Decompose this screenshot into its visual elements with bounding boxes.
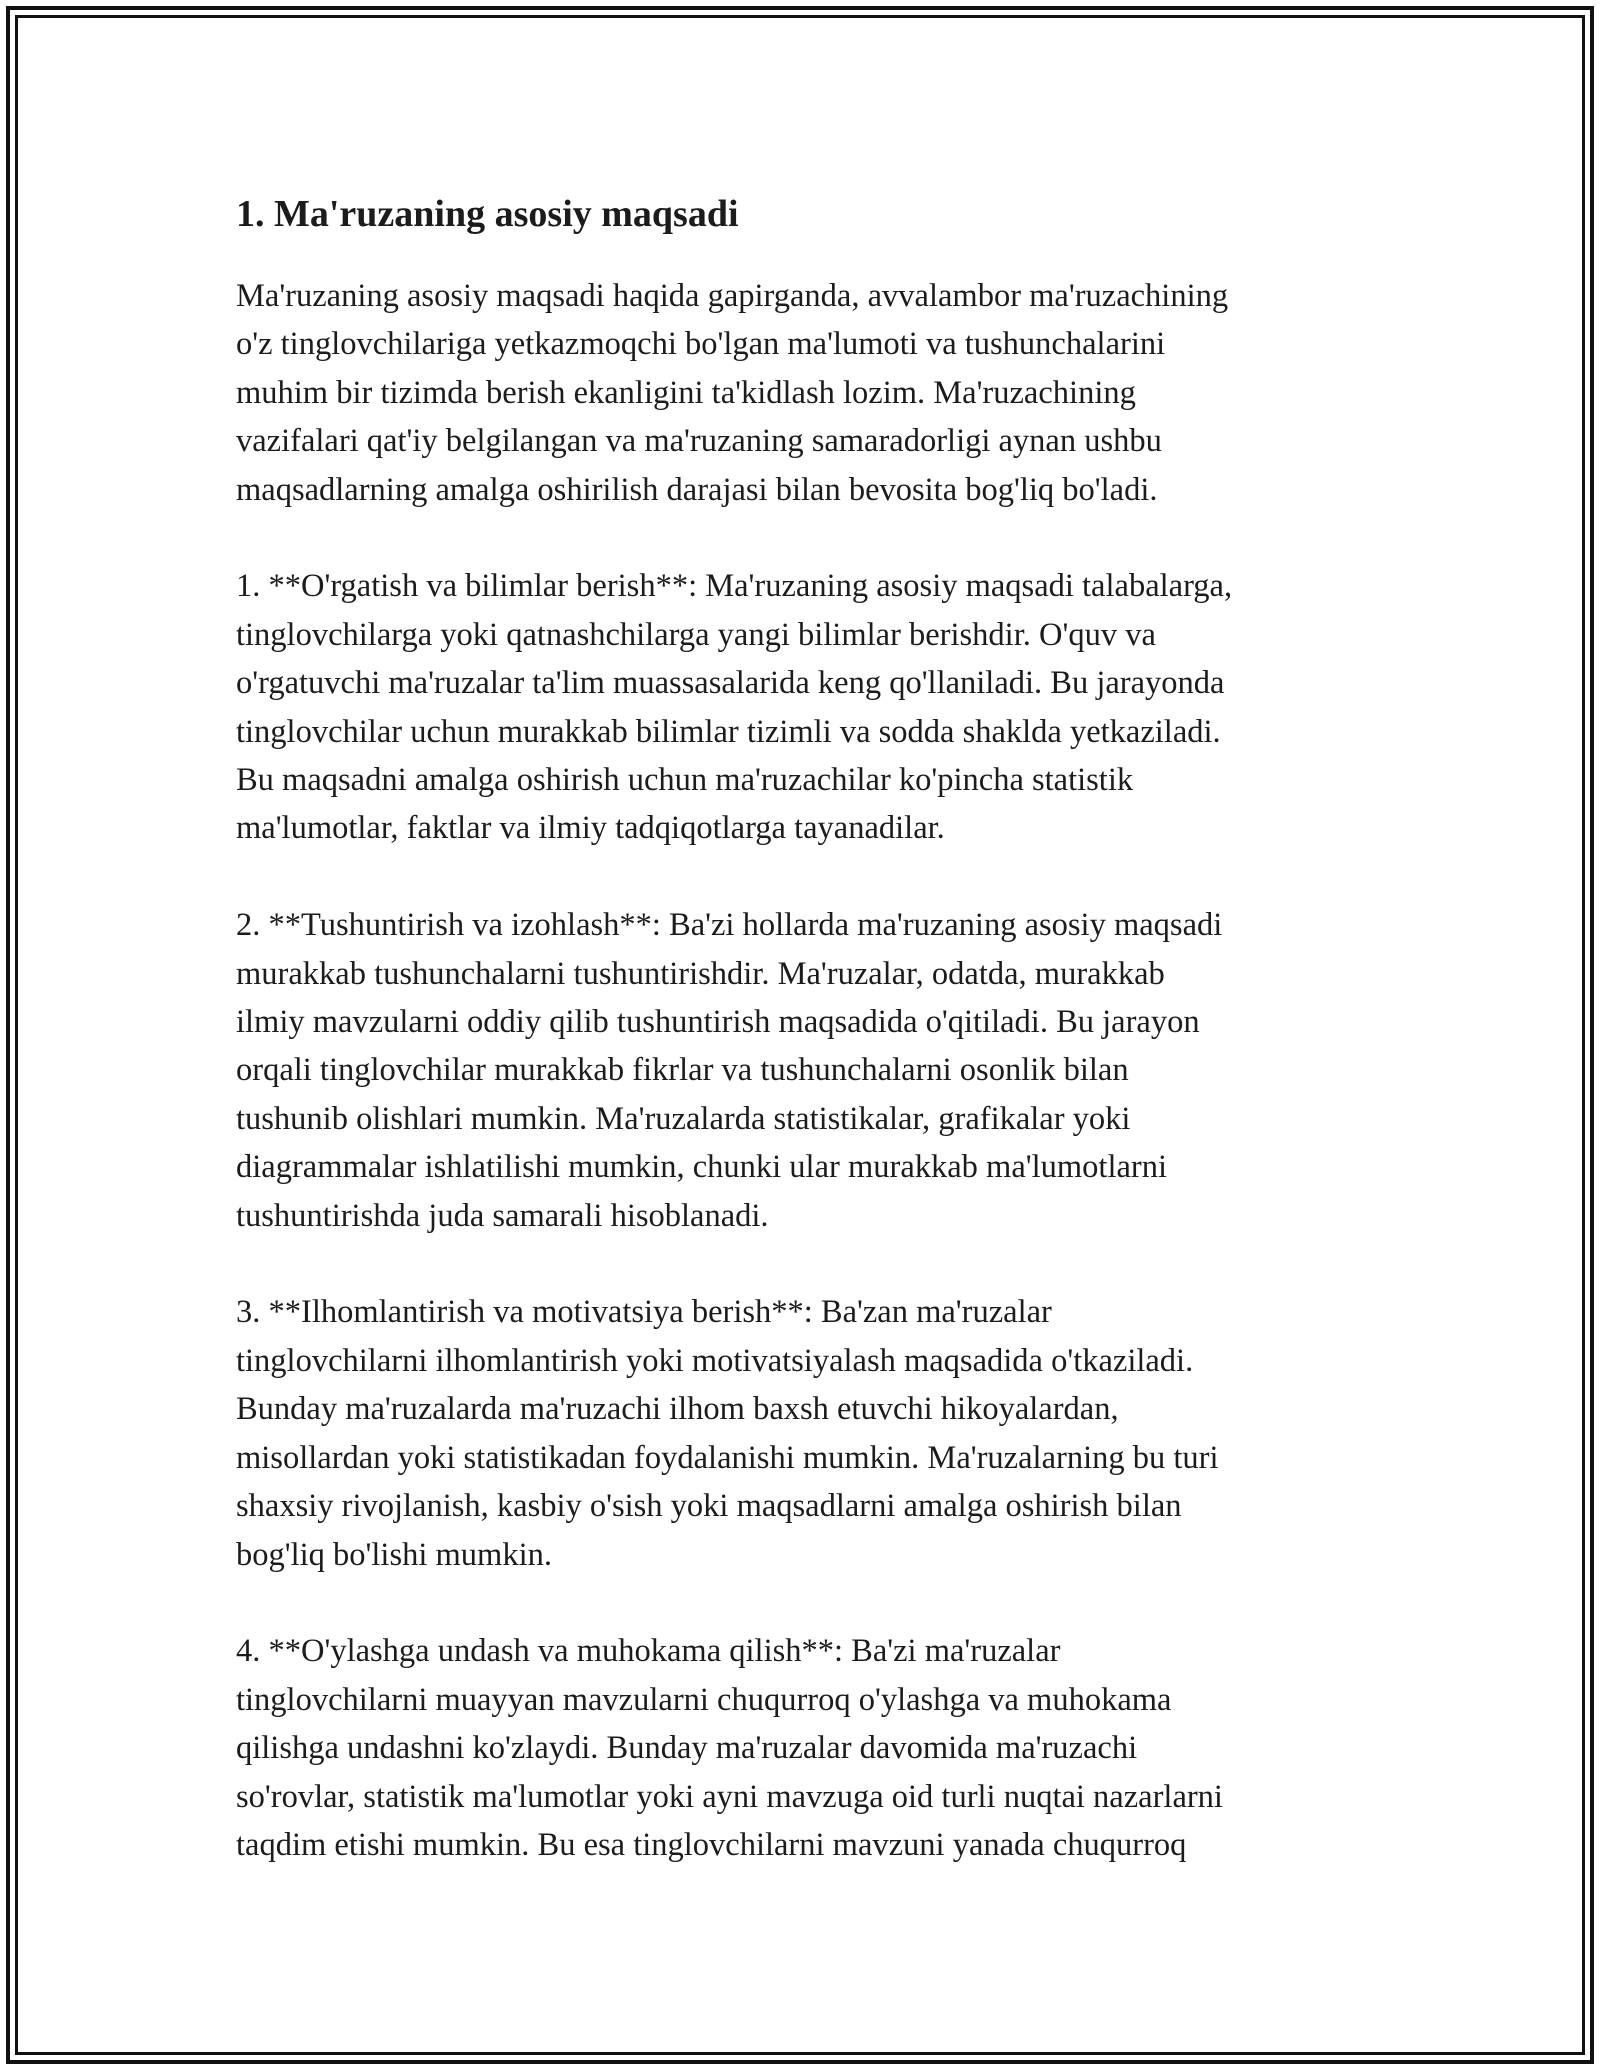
text-line: ilmiy mavzularni oddiy qilib tushuntirish maqsadida o'qitiladi. Bu jarayon (236, 1004, 1200, 1041)
text-line: shaxsiy rivojlanish, kasbiy o'sish yoki maqsadlarni amalga oshirish bilan (236, 1488, 1182, 1525)
text-line: tushunib olishlari mumkin. Ma'ruzalarda statistikalar, grafikalar yoki (236, 1100, 1131, 1137)
text-line: murakkab tushunchalarni tushuntirishdir. Ma'ruzalar, odatda, murakkab (236, 955, 1165, 992)
text-line: orqali tinglovchilar murakkab fikrlar va tushunchalarni osonlik bilan (236, 1052, 1129, 1089)
text-line: ma'lumotlar, faktlar va ilmiy tadqiqotlarga tayanadilar. (236, 810, 945, 847)
text-line: qilishga undashni ko'zlaydi. Bunday ma'ruzalar davomida ma'ruzachi (236, 1730, 1138, 1767)
text-line: tinglovchilar uchun murakkab bilimlar tizimli va sodda shaklda yetkaziladi. (236, 713, 1221, 750)
document-body (236, 186, 1386, 1918)
text-line: 2. **Tushuntirish va izohlash**: Ba'zi hollarda ma'ruzaning asosiy maqsadi (236, 907, 1223, 944)
text-line: tinglovchilarni ilhomlantirish yoki motivatsiyalash maqsadida o'tkaziladi. (236, 1342, 1194, 1379)
text-line: maqsadlarning amalga oshirilish darajasi bilan bevosita bog'liq bo'ladi. (236, 471, 1158, 508)
text-line: tinglovchilarni muayyan mavzularni chuqurroq o'ylashga va muhokama (236, 1681, 1172, 1718)
text-line: taqdim etishi mumkin. Bu esa tinglovchilarni mavzuni yanada chuqurroq (236, 1826, 1187, 1863)
text-line: Bunday ma'ruzalarda ma'ruzachi ilhom baxsh etuvchi hikoyalardan, (236, 1391, 1119, 1428)
text-line: tinglovchilarga yoki qatnashchilarga yangi bilimlar berishdir. O'quv va (236, 616, 1156, 653)
list-item-paragraph-4 (236, 1627, 1386, 1869)
text-line: Bu maqsadni amalga oshirish uchun ma'ruzachilar ko'pincha statistik (236, 762, 1134, 799)
intro-paragraph (236, 272, 1386, 514)
list-item-paragraph-1 (236, 562, 1386, 852)
text-line: o'z tinglovchilariga yetkazmoqchi bo'lgan ma'lumoti va tushunchalarini (236, 326, 1166, 363)
text-line: Ma'ruzaning asosiy maqsadi haqida gapirganda, avvalambor ma'ruzachining (236, 278, 1229, 314)
list-item-paragraph-2 (236, 901, 1386, 1240)
text-line: tushuntirishda juda samarali hisoblanadi. (236, 1197, 769, 1234)
text-line: o'rgatuvchi ma'ruzalar ta'lim muassasalarida keng qo'llaniladi. Bu jarayonda (236, 665, 1225, 702)
list-item-paragraph-3 (236, 1288, 1386, 1578)
text-line: muhim bir tizimda berish ekanligini ta'kidlash lozim. Ma'ruzachining (236, 374, 1136, 411)
section-heading: 1. Ma'ruzaning asosiy maqsadi (236, 193, 739, 235)
text-line: so'rovlar, statistik ma'lumotlar yoki ayni mavzuga oid turli nuqtai nazarlarni (236, 1778, 1223, 1815)
text-line: 1. **O'rgatish va bilimlar berish**: Ma'ruzaning asosiy maqsadi talabalarga, (236, 568, 1233, 605)
text-line: 3. **Ilhomlantirish va motivatsiya berish**: Ba'zan ma'ruzalar (236, 1294, 1052, 1331)
text-line: misollardan yoki statistikadan foydalanishi mumkin. Ma'ruzalarning bu turi (236, 1439, 1219, 1476)
text-line: 4. **O'ylashga undash va muhokama qilish**: Ba'zi ma'ruzalar (236, 1633, 1061, 1670)
text-line: vazifalari qat'iy belgilangan va ma'ruzaning samaradorligi aynan ushbu (236, 423, 1162, 460)
text-line: diagrammalar ishlatilishi mumkin, chunki ular murakkab ma'lumotlarni (236, 1149, 1167, 1186)
text-line: bog'liq bo'lishi mumkin. (236, 1536, 552, 1573)
